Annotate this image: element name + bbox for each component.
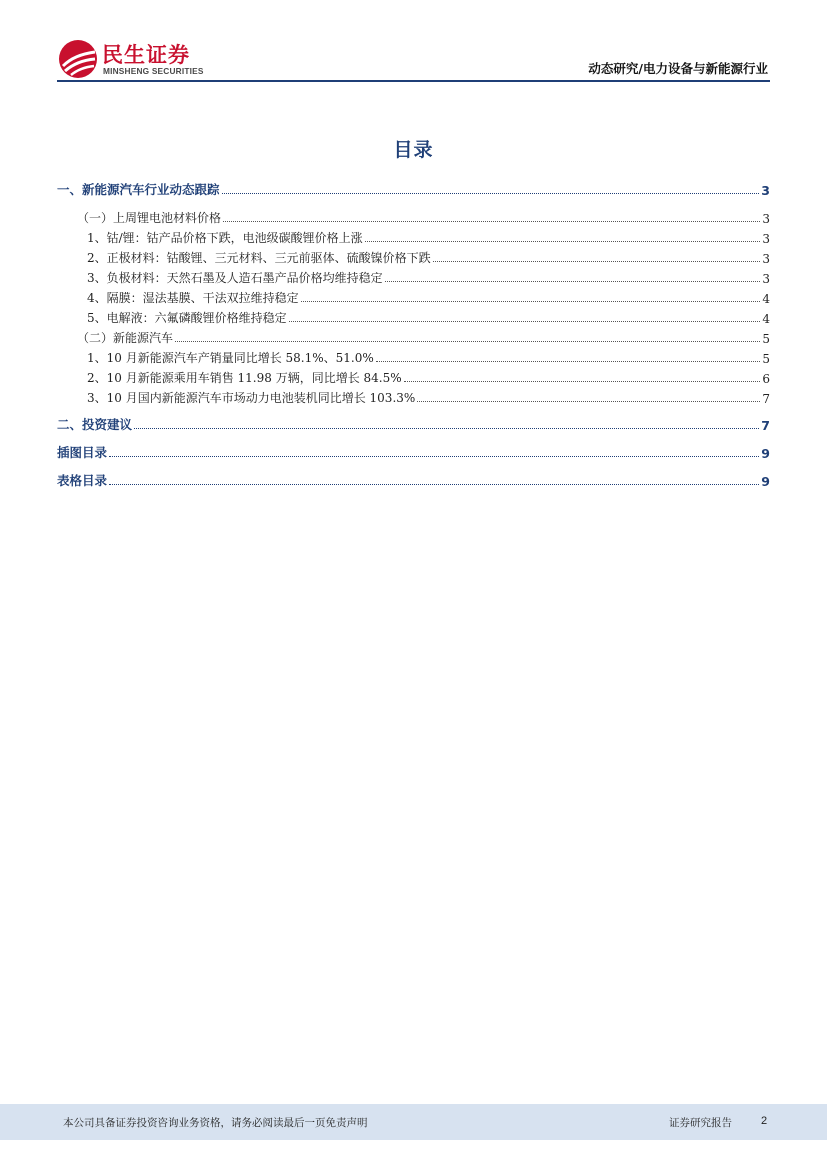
toc-entry[interactable] (57, 471, 770, 489)
logo-name-en: MINSHENG SECURITIES (103, 66, 204, 76)
toc-entry-page: 4 (762, 312, 770, 326)
toc-entry-page: 9 (761, 446, 770, 461)
toc-leader-dots (365, 240, 761, 242)
toc-leader-dots (175, 340, 760, 342)
report-category: 动态研究/电力设备与新能源行业 (588, 61, 768, 76)
toc-entry-label: 1、10 月新能源汽车产销量同比增长 58.1%、51.0% (87, 351, 374, 365)
toc-entry[interactable] (87, 388, 770, 406)
toc-entry-label: （一）上周锂电池材料价格 (77, 211, 222, 225)
toc-entry-page: 3 (762, 212, 770, 226)
toc-entry-label: 5、电解液：六氟磷酸锂价格维持稳定 (87, 311, 287, 325)
toc-entry-label: 1、钴/锂：钴产品价格下跌，电池级碳酸锂价格上涨 (87, 231, 363, 245)
toc-entry[interactable] (57, 180, 770, 198)
toc-entry-label: 2、10 月新能源乘用车销售 11.98 万辆，同比增长 84.5% (87, 371, 402, 385)
toc-leader-dots (134, 427, 759, 429)
toc-entry-label: 表格目录 (57, 473, 108, 488)
toc-leader-dots (222, 192, 760, 194)
footer-page-number: 2 (761, 1115, 768, 1127)
toc-leader-dots (433, 260, 761, 262)
toc-entry-page: 3 (762, 272, 770, 286)
toc-entry-page: 9 (761, 474, 770, 489)
toc-leader-dots (404, 380, 761, 382)
toc-entry[interactable] (57, 443, 770, 461)
toc-title: 目录 (393, 139, 434, 161)
toc-entry-page: 3 (762, 232, 770, 246)
toc-leader-dots (301, 300, 761, 302)
toc-entry-page: 5 (762, 352, 770, 366)
toc-entry-page: 7 (761, 418, 770, 433)
toc-entry[interactable] (77, 208, 770, 226)
toc-entry[interactable] (87, 268, 770, 286)
toc-entry-page: 7 (762, 392, 770, 406)
toc-entry-label: 插图目录 (57, 445, 108, 460)
toc-entry-label: 4、隔膜：湿法基膜、干法双拉维持稳定 (87, 291, 299, 305)
toc-entry-label: 2、正极材料：钴酸锂、三元材料、三元前驱体、硫酸镍价格下跌 (87, 251, 431, 265)
toc-entry-page: 5 (762, 332, 770, 346)
footer-disclaimer: 本公司具备证券投资咨询业务资格，请务必阅读最后一页免责声明 (63, 1117, 368, 1129)
toc-entry-label: 3、负极材料：天然石墨及人造石墨产品价格均维持稳定 (87, 271, 383, 285)
toc-entry[interactable] (57, 415, 770, 433)
toc-entry[interactable] (87, 248, 770, 266)
toc-leader-dots (376, 360, 761, 362)
toc-entry-label: 3、10 月国内新能源汽车市场动力电池装机同比增长 103.3% (87, 391, 416, 405)
toc-entry[interactable] (87, 288, 770, 306)
toc-entry[interactable] (87, 348, 770, 366)
logo-name-cn: 民生证券 (102, 43, 190, 67)
header-divider (57, 80, 770, 82)
toc-entry[interactable] (87, 308, 770, 326)
footer-doc-type: 证券研究报告 (669, 1117, 732, 1129)
toc-leader-dots (109, 455, 759, 457)
toc-entry-page: 4 (762, 292, 770, 306)
toc-entry-page: 6 (762, 372, 770, 386)
toc-entry-page: 3 (761, 183, 770, 198)
toc-entry-label: （二）新能源汽车 (77, 331, 174, 345)
toc-leader-dots (223, 220, 760, 222)
minsheng-logo-icon (59, 40, 97, 78)
toc-entry-label: 二、投资建议 (57, 417, 133, 432)
toc-leader-dots (417, 400, 760, 402)
toc-entry-label: 一、新能源汽车行业动态跟踪 (57, 182, 220, 197)
toc-entry-page: 3 (762, 252, 770, 266)
toc-leader-dots (289, 320, 761, 322)
toc-leader-dots (109, 483, 759, 485)
toc-entry[interactable] (77, 328, 770, 346)
page-header (57, 36, 770, 82)
toc-entry[interactable] (87, 368, 770, 386)
toc-leader-dots (385, 280, 761, 282)
toc-entry[interactable] (87, 228, 770, 246)
